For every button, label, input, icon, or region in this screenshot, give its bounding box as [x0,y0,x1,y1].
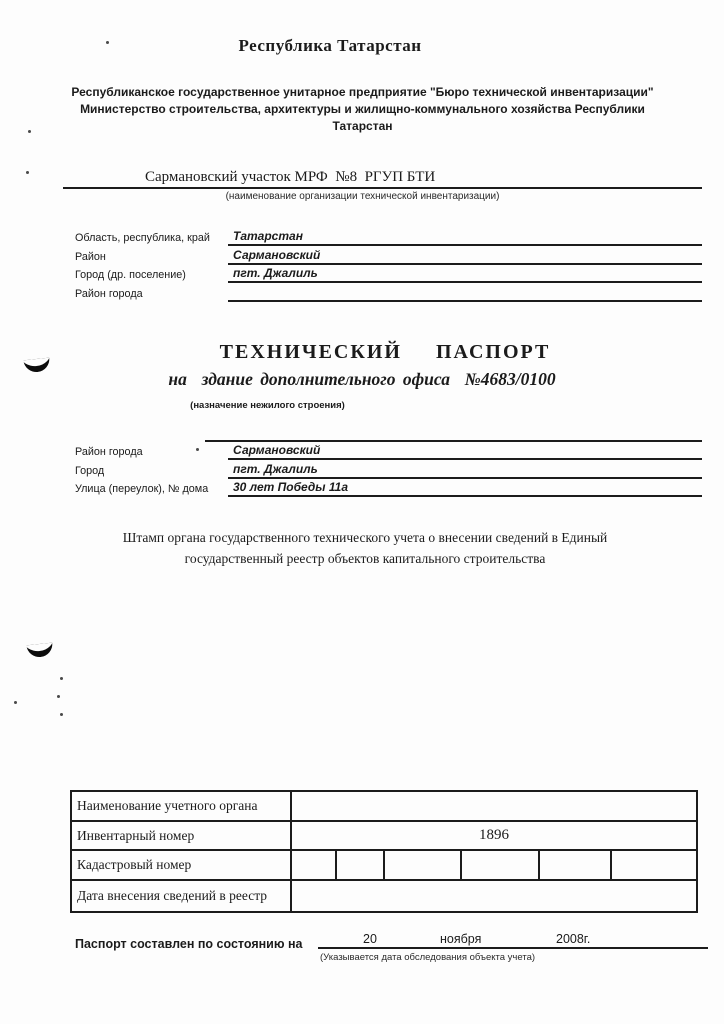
organization-description [35,84,690,135]
scan-speck [60,677,63,680]
passport-subtitle: на здание дополнительного офиса №4683/0100 [168,369,556,389]
field-value [228,283,702,301]
field-value: Сармановский [228,246,702,264]
organization-description-line: Республиканское государственное унитарное предприятие "Бюро технической инвентаризации" [71,85,654,99]
field-row-city [75,265,702,283]
stamp-note-line: Штамп органа государственного технического учета о внесении сведений в Единый [122,530,608,545]
compiled-day: 20 [363,932,377,946]
field-label: Район города [75,287,143,300]
stamp-note [40,528,690,569]
cadastral-cell [540,851,612,879]
table-row-org-name [72,792,696,822]
scan-speck [106,41,109,44]
republic-title: Республика Татарстан [238,36,422,55]
org-unit-underline [63,165,702,189]
field-row-city [75,460,702,478]
field-value: пгт. Джалиль [228,460,702,478]
cadastral-cell [337,851,385,879]
field-row-city-district [75,283,702,301]
table-row-cadastral-number [72,851,696,881]
table-row-registry-date [72,881,696,911]
cadastral-cell [385,851,462,879]
stamp-note-line: государственный реестр объектов капитального строительства [184,550,546,566]
scan-artifact [26,643,53,659]
field-label: Район [75,250,106,263]
compiled-date-label: Паспорт составлен по состоянию на [75,937,303,951]
location-block-top [75,228,702,302]
field-row-city-district [75,442,702,460]
passport-title-caption: (назначение нежилого строения) [190,400,345,411]
table-row-label: Наименование учетного органа [72,792,292,820]
field-value: 30 лет Победы 11а [228,479,702,497]
field-label: Район города [75,446,143,459]
scan-speck [26,171,29,174]
cadastral-cell [292,851,337,879]
scan-speck [60,713,63,716]
table-row-value [292,881,696,911]
scan-speck [57,695,60,698]
table-row-label: Кадастровый номер [72,851,292,879]
field-row-district [75,246,702,264]
compiled-month: ноября [440,932,482,946]
scan-speck [14,701,17,704]
scan-artifact [23,358,50,374]
organization-description-line: Министерство строительства, архитектуры и жилищно-коммунального хозяйства Республики [80,102,645,116]
field-value: пгт. Джалиль [228,265,702,283]
cadastral-cell [612,851,696,879]
compiled-year: 2008г. [556,932,591,946]
field-label: Область, республика, край [75,232,210,245]
scan-speck [196,448,199,451]
location-block-bottom [75,442,702,497]
cadastral-cell [462,851,540,879]
field-row-street [75,479,702,497]
compiled-date-caption: (Указывается дата обследования объекта учета) [320,952,536,963]
org-unit-name: Сармановский участок МРФ №8 РГУП БТИ [145,169,436,185]
field-label: Город [75,464,105,477]
organization-description-line: Татарстан [332,119,393,133]
field-value: Татарстан [228,228,702,246]
registry-table [70,790,698,913]
field-label: Улица (переулок), № дома [75,483,209,496]
table-row-label: Инвентарный номер [72,822,292,850]
passport-main-title: ТЕХНИЧЕСКИЙ ПАСПОРТ [219,341,551,363]
field-value: Сармановский [228,442,702,460]
field-label: Город (др. поселение) [75,269,186,282]
table-row-inventory-number [72,822,696,852]
field-row-region [75,228,702,246]
scan-speck [28,130,31,133]
compiled-date-underline [318,931,708,949]
org-unit-caption: (наименование организации технической инвентаризации) [225,191,500,202]
table-row-value [292,792,696,820]
table-row-label: Дата внесения сведений в реестр [72,881,292,911]
inventory-number-value: 1896 [479,827,509,844]
cadastral-number-cells [292,851,696,879]
